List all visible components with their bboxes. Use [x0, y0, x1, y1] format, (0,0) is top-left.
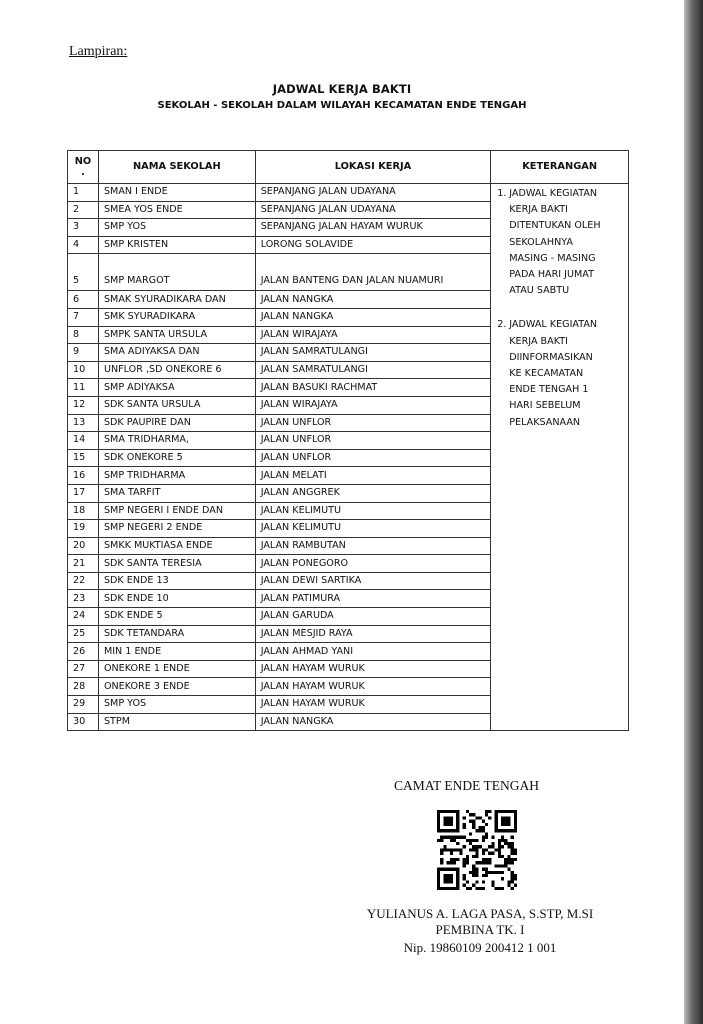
row-school-name: SDK SANTA TERESIA [98, 555, 255, 573]
row-school-name: SMA ADIYAKSA DAN [98, 344, 255, 362]
row-location: JALAN SAMRATULANGI [255, 344, 491, 362]
note-line: KERJA BAKTI [509, 204, 568, 216]
note-number: 1. [497, 188, 507, 199]
row-school-name: SMA TARFIT [98, 484, 255, 502]
note-line: ENDE TENGAH 1 [509, 384, 589, 396]
row-number: 23 [68, 590, 99, 608]
header-no: NO . [68, 151, 99, 184]
row-location: JALAN AHMAD YANI [255, 643, 491, 661]
note-line: PELAKSANAAN [509, 416, 581, 428]
row-location: JALAN KELIMUTU [255, 520, 491, 538]
row-school-name: SMPK SANTA URSULA [98, 326, 255, 344]
schedule-table [67, 150, 629, 731]
note-line: DITENTUKAN OLEH [509, 220, 601, 232]
row-number: 13 [68, 414, 99, 432]
row-number: 6 [68, 291, 99, 309]
attachment-label: Lampiran: [69, 44, 128, 59]
row-number: 3 [68, 219, 99, 237]
note-line: MASING - MASING [509, 252, 596, 264]
row-school-name: SMP ADIYAKSA [98, 379, 255, 397]
row-location: JALAN PONEGORO [255, 555, 491, 573]
row-number: 10 [68, 361, 99, 379]
row-number: 21 [68, 555, 99, 573]
note-line: ATAU SABTU [509, 285, 570, 297]
row-location: JALAN UNFLOR [255, 449, 491, 467]
row-number: 15 [68, 449, 99, 467]
note-line: JADWAL KEGIATAN [509, 188, 598, 199]
row-number: 5 [68, 254, 99, 291]
row-school-name: SMP YOS [98, 219, 255, 237]
row-number: 19 [68, 520, 99, 538]
row-school-name: SMP TRIDHARMA [98, 467, 255, 485]
document-title: JADWAL KERJA BAKTI [272, 82, 412, 96]
row-number: 16 [68, 467, 99, 485]
row-number: 17 [68, 484, 99, 502]
row-school-name: SDK ENDE 5 [98, 608, 255, 626]
note-item [497, 186, 622, 299]
note-line: HARI SEBELUM [509, 400, 581, 412]
row-school-name: SMAN I ENDE [98, 184, 255, 202]
row-school-name: SMP NEGERI I ENDE DAN [98, 502, 255, 520]
row-location: SEPANJANG JALAN UDAYANA [255, 201, 491, 219]
row-number: 29 [68, 696, 99, 714]
qr-code-icon [437, 810, 517, 890]
row-number: 7 [68, 308, 99, 326]
row-number: 12 [68, 396, 99, 414]
row-school-name: SMP NEGERI 2 ENDE [98, 520, 255, 538]
row-location: JALAN PATIMURA [255, 590, 491, 608]
row-school-name: SDK SANTA URSULA [98, 396, 255, 414]
row-school-name: SDK ONEKORE 5 [98, 449, 255, 467]
row-location: JALAN HAYAM WURUK [255, 678, 491, 696]
row-location: JALAN WIRAJAYA [255, 326, 491, 344]
signatory-name: YULIANUS A. LAGA PASA, S.STP, M.SI [366, 906, 594, 921]
table-row [68, 184, 629, 202]
document-subtitle: SEKOLAH - SEKOLAH DALAM WILAYAH KECAMATAN ENDE TENGAH [157, 100, 527, 111]
row-number: 30 [68, 713, 99, 731]
table-body [68, 184, 629, 731]
row-location: JALAN DEWI SARTIKA [255, 572, 491, 590]
signatory-rank: PEMBINA TK. I [435, 922, 525, 937]
row-number: 28 [68, 678, 99, 696]
row-location: JALAN NANGKA [255, 308, 491, 326]
header-school: NAMA SEKOLAH [98, 151, 255, 184]
row-location: JALAN BANTENG DAN JALAN NUAMURI [255, 254, 491, 291]
row-location: LORONG SOLAVIDE [255, 236, 491, 254]
row-location: JALAN MESJID RAYA [255, 625, 491, 643]
row-number: 11 [68, 379, 99, 397]
row-number: 2 [68, 201, 99, 219]
row-school-name: STPM [98, 713, 255, 731]
row-school-name: ONEKORE 3 ENDE [98, 678, 255, 696]
row-school-name: SDK ENDE 10 [98, 590, 255, 608]
note-line: KERJA BAKTI [509, 335, 568, 347]
signatory-office: CAMAT ENDE TENGAH [394, 778, 539, 793]
row-location: JALAN BASUKI RACHMAT [255, 379, 491, 397]
row-location: JALAN NANGKA [255, 291, 491, 309]
note-line: PADA HARI JUMAT [509, 269, 594, 281]
note-line: JADWAL KEGIATAN [509, 319, 598, 331]
row-location: JALAN GARUDA [255, 608, 491, 626]
table-header-row [68, 151, 629, 184]
signatory-nip: Nip. 19860109 200412 1 001 [403, 940, 557, 955]
notes-cell [491, 184, 629, 731]
row-location: JALAN UNFLOR [255, 432, 491, 450]
scan-edge-shadow [684, 0, 703, 1024]
row-number: 1 [68, 184, 99, 202]
row-school-name: SDK ENDE 13 [98, 572, 255, 590]
row-number: 14 [68, 432, 99, 450]
row-number: 25 [68, 625, 99, 643]
row-school-name: SMAK SYURADIKARA DAN [98, 291, 255, 309]
row-location: SEPANJANG JALAN HAYAM WURUK [255, 219, 491, 237]
row-school-name: SDK PAUPIRE DAN [98, 414, 255, 432]
row-school-name: SMP YOS [98, 696, 255, 714]
note-line: SEKOLAHNYA [509, 236, 573, 248]
row-number: 20 [68, 537, 99, 555]
row-school-name: ONEKORE 1 ENDE [98, 660, 255, 678]
note-number: 2. [497, 319, 507, 331]
row-school-name: SMA TRIDHARMA, [98, 432, 255, 450]
row-school-name: MIN 1 ENDE [98, 643, 255, 661]
header-location: LOKASI KERJA [255, 151, 491, 184]
row-school-name: SMP KRISTEN [98, 236, 255, 254]
row-number: 24 [68, 608, 99, 626]
row-location: JALAN ANGGREK [255, 484, 491, 502]
row-location: JALAN HAYAM WURUK [255, 696, 491, 714]
row-location: JALAN MELATI [255, 467, 491, 485]
row-location: JALAN HAYAM WURUK [255, 660, 491, 678]
note-line: DIINFORMASIKAN [509, 351, 593, 363]
row-school-name: SDK TETANDARA [98, 625, 255, 643]
row-location: JALAN NANGKA [255, 713, 491, 731]
row-number: 22 [68, 572, 99, 590]
row-school-name: SMK SYURADIKARA [98, 308, 255, 326]
row-location: JALAN UNFLOR [255, 414, 491, 432]
row-school-name: SMEA YOS ENDE [98, 201, 255, 219]
row-location: SEPANJANG JALAN UDAYANA [255, 184, 491, 202]
row-number: 18 [68, 502, 99, 520]
row-number: 9 [68, 344, 99, 362]
row-location: JALAN WIRAJAYA [255, 396, 491, 414]
row-school-name: UNFLOR ,SD ONEKORE 6 [98, 361, 255, 379]
note-item [497, 317, 622, 430]
row-number: 4 [68, 236, 99, 254]
row-number: 26 [68, 643, 99, 661]
row-number: 8 [68, 326, 99, 344]
row-location: JALAN KELIMUTU [255, 502, 491, 520]
header-notes: KETERANGAN [491, 151, 629, 184]
row-location: JALAN RAMBUTAN [255, 537, 491, 555]
row-school-name: SMKK MUKTIASA ENDE [98, 537, 255, 555]
note-line: KE KECAMATAN [509, 368, 584, 380]
row-number: 27 [68, 660, 99, 678]
row-school-name: SMP MARGOT [98, 254, 255, 291]
row-location: JALAN SAMRATULANGI [255, 361, 491, 379]
